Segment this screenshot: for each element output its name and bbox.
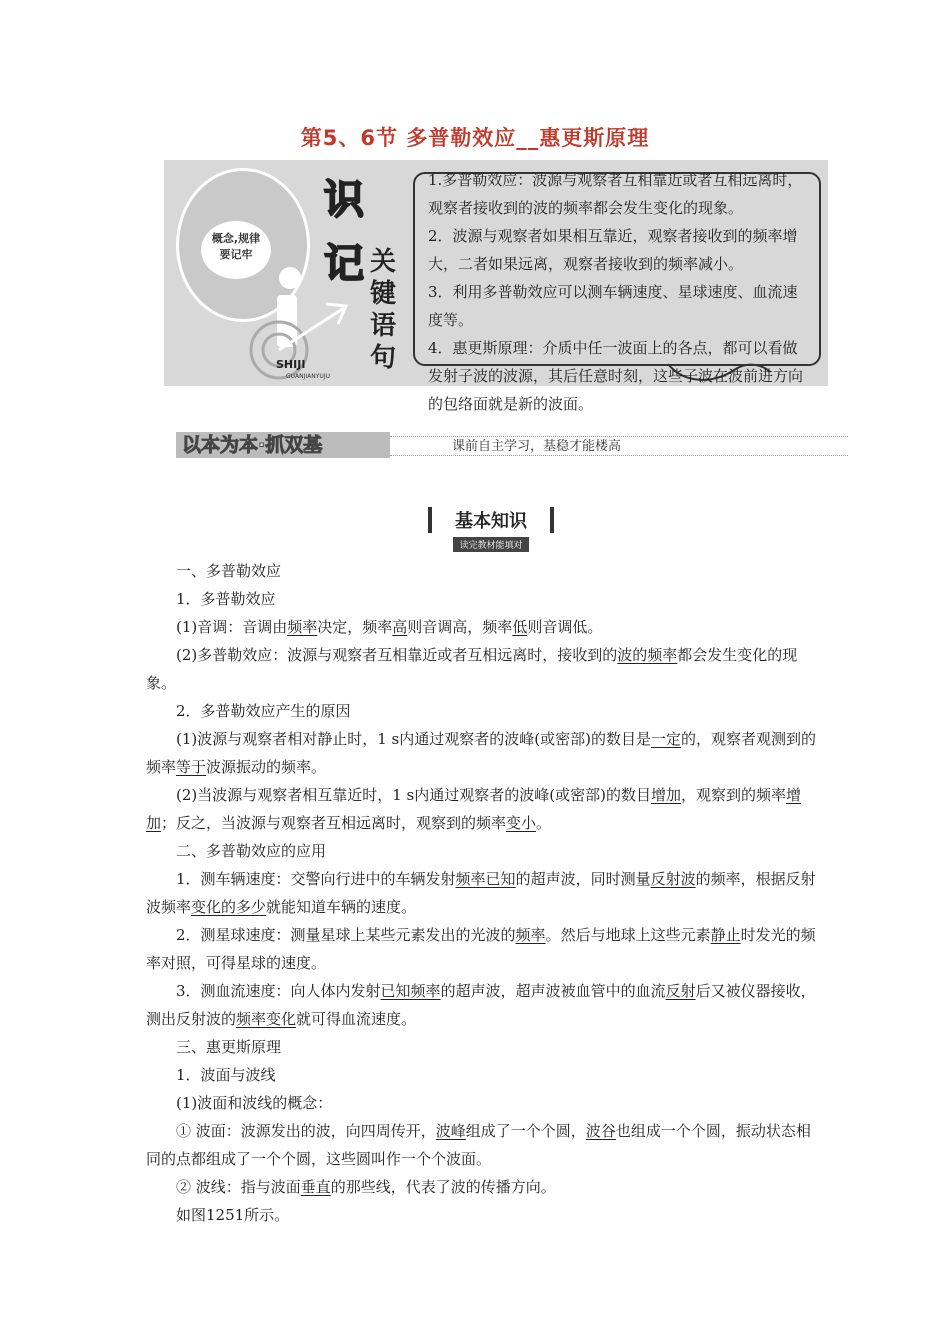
- section-strip: [176, 432, 848, 458]
- subsection-heading: 2．多普勒效应产生的原因: [176, 702, 351, 720]
- summary-item: 3．利用多普勒效应可以测车辆速度、星球速度、血流速度等。: [428, 283, 798, 329]
- char-ji: 记: [324, 241, 364, 287]
- kb-subtitle: 读完教材能填对: [453, 537, 528, 552]
- fill-blank: 频率: [515, 926, 546, 944]
- paragraph: 1．测车辆速度：交警向行进中的车辆发射频率已知的超声波，同时测量反射波的频率，根据反射波频率变化的多少就能知道车辆的速度。: [146, 870, 816, 916]
- vertical-char: 句: [370, 343, 397, 373]
- fill-blank: 变化的多少: [191, 898, 267, 916]
- subsection-heading: 1．多普勒效应: [176, 590, 276, 608]
- strip-label: 以本为本·抓双基: [182, 434, 323, 456]
- fill-blank: 增加: [650, 786, 681, 804]
- speech-bubble: [201, 221, 271, 279]
- fill-blank: 频率变化: [236, 1010, 297, 1028]
- vertical-char: 关: [370, 247, 397, 277]
- bubble-line-1: 概念,规律: [211, 232, 261, 245]
- fill-blank: 反射: [665, 982, 696, 1000]
- fill-blank: 波的频率: [617, 646, 678, 664]
- paragraph: 3．测血流速度：向人体内发射已知频率的超声波，超声波被血管中的血流反射后又被仪器接收，测出反射波的频率变化就可得血流速度。: [146, 982, 816, 1028]
- summary-item: 1.多普勒效应：波源与观察者互相靠近或者互相远离时，观察者接收到的波的频率都会发生变化的现象。: [428, 171, 803, 217]
- figure-reference: 如图1251所示。: [176, 1206, 290, 1224]
- key-phrases-summary: [428, 166, 812, 418]
- shiji-label: SHIJI: [276, 358, 306, 371]
- fill-blank: 高: [392, 618, 408, 636]
- section-heading: 一、多普勒效应: [176, 562, 282, 580]
- basic-knowledge-heading: [428, 507, 554, 552]
- paragraph: (1)音调：音调由频率决定，频率高则音调高，频率低则音调低。: [176, 618, 603, 636]
- paragraph: ① 波面：波源发出的波，向四周传开，波峰组成了一个个圆，波谷也组成一个个圆，振动状态相同的点都组成了一个个圆，这些圆叫作一个个波面。: [146, 1122, 811, 1168]
- strip-subtitle: 课前自主学习，基稳才能楼高: [452, 439, 622, 454]
- fill-blank: 增加: [146, 786, 802, 832]
- shiji-sub-label: GUANJIANYUJU: [286, 373, 330, 380]
- bubble-line-2: 要记牢: [219, 248, 253, 261]
- fill-blank: 等于: [176, 758, 207, 776]
- paragraph: (1)波源与观察者相对静止时，1 s内通过观察者的波峰(或密部)的数目是一定的，观察者观测到的频率等于波源振动的频率。: [146, 730, 816, 776]
- fill-blank: 波谷: [585, 1122, 616, 1140]
- fill-blank: 变小: [506, 814, 537, 832]
- fill-blank: 一定: [650, 730, 681, 748]
- fill-blank: 波峰: [435, 1122, 466, 1140]
- paragraph: (2)当波源与观察者相互靠近时，1 s内通过观察者的波峰(或密部)的数目增加，观察到的频率增加；反之，当波源与观察者互相远离时，观察到的频率变小。: [146, 786, 802, 832]
- char-shi: 识: [324, 177, 364, 223]
- fill-blank: 静止: [710, 926, 741, 944]
- paragraph: ② 波线：指与波面垂直的那些线，代表了波的传播方向。: [176, 1178, 556, 1196]
- summary-item: 2．波源与观察者如果相互靠近，观察者接收到的频率增大，二者如果远离，观察者接收到的频率减小。: [428, 227, 798, 273]
- fill-blank: 频率已知: [455, 870, 516, 888]
- kb-title: 基本知识: [428, 507, 554, 533]
- subsection-heading: 1．波面与波线: [176, 1066, 276, 1084]
- main-content: [146, 557, 816, 1229]
- strip-label-bg: [176, 432, 390, 458]
- vertical-char: 键: [370, 279, 397, 309]
- section-heading: 二、多普勒效应的应用: [176, 842, 327, 860]
- subsection-heading: (1)波面和波线的概念：: [176, 1094, 333, 1112]
- paragraph: 2．测星球速度：测量星球上某些元素发出的光波的频率。然后与地球上这些元素静止时发光的频率对照，可得星球的速度。: [146, 926, 816, 972]
- section-heading: 三、惠更斯原理: [176, 1038, 282, 1056]
- fill-blank: 反射波: [650, 870, 696, 888]
- fill-blank: 已知频率: [380, 982, 441, 1000]
- paragraph: (2)多普勒效应：波源与观察者互相靠近或者互相远离时，接收到的波的频率都会发生变化的现象。: [146, 646, 798, 692]
- page-title: 第5、6节 多普勒效应__惠更斯原理: [300, 126, 650, 150]
- summary-item: 4．惠更斯原理：介质中任一波面上的各点，都可以看做发射子波的波源，其后任意时刻，这些子波在波前进方向的包络面就是新的波面。: [428, 339, 804, 413]
- fill-blank: 频率: [287, 618, 318, 636]
- fill-blank: 低: [512, 618, 528, 636]
- fill-blank: 垂直: [300, 1178, 331, 1196]
- vertical-char: 语: [370, 311, 397, 341]
- vertical-key-phrase: [370, 246, 400, 374]
